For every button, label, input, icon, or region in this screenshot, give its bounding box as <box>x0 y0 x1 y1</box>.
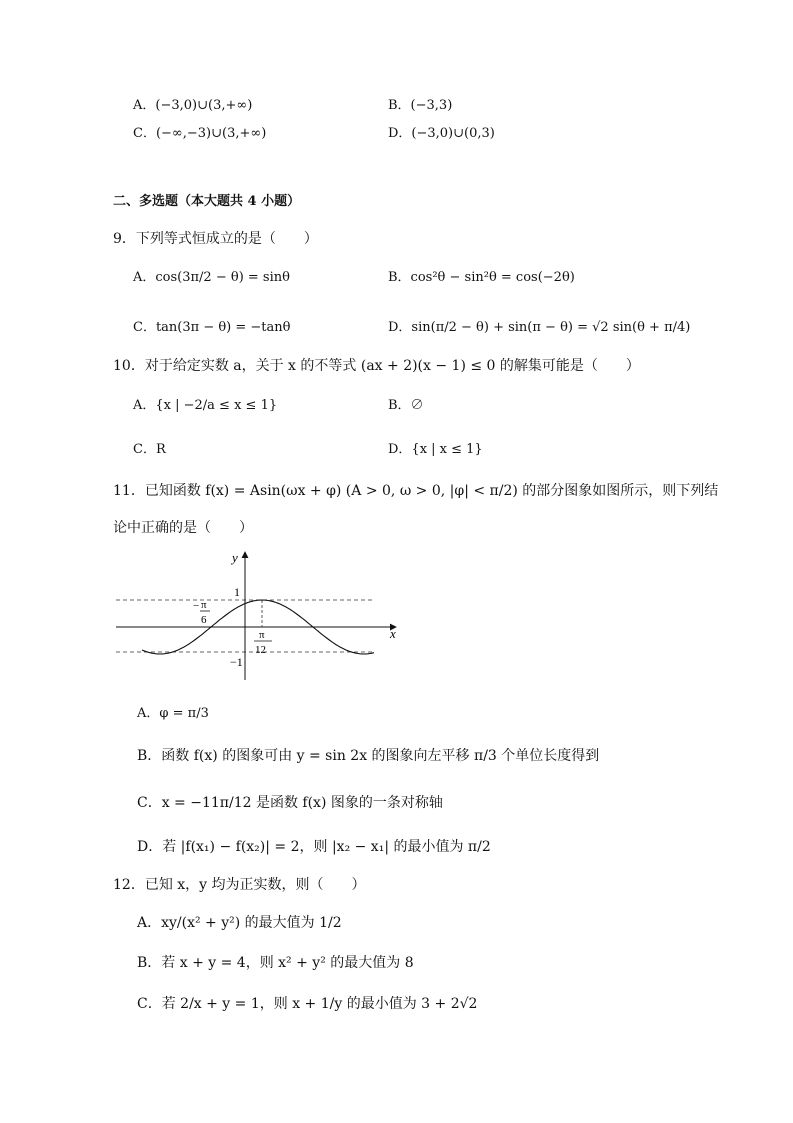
q11-stem-line1: 11．已知函数 f(x) = Asin(ωx + φ) (A > 0, ω > 0, |φ| < π/2) 的部分图象如图所示，则下列结 <box>113 483 719 499</box>
label-neg-pi-over-6 <box>193 599 210 626</box>
q9-option-c: C．tan(3π − θ) = −tanθ <box>133 320 291 335</box>
q11-function-graph <box>112 546 404 684</box>
q12-option-b: B．若 x + y = 4，则 x² + y² 的最大值为 8 <box>137 955 414 971</box>
q9-option-b: B．cos²θ − sin²θ = cos(−2θ) <box>388 270 575 285</box>
svg-text:π: π <box>259 629 265 641</box>
q10-option-c: C．R <box>133 442 166 457</box>
q8-option-a: A．(−3,0)∪(3,+∞) <box>133 98 253 113</box>
q10-option-b: B．∅ <box>388 398 424 413</box>
q11-option-c: C．x = −11π/12 是函数 f(x) 图象的一条对称轴 <box>137 795 443 811</box>
x-axis-label: x <box>390 626 396 641</box>
q10-option-d: D．{x | x ≤ 1} <box>388 442 483 457</box>
y-axis-label: y <box>232 550 238 565</box>
q12-stem: 12．已知 x，y 均为正实数，则（ ） <box>113 877 366 893</box>
q9-option-a: A．cos(3π/2 − θ) = sinθ <box>133 270 290 285</box>
q11-stem-line2: 论中正确的是（ ） <box>113 520 253 536</box>
q10-stem: 10．对于给定实数 a，关于 x 的不等式 (ax + 2)(x − 1) ≤ 0 的解集可能是（ ） <box>113 358 640 374</box>
q9-stem: 9．下列等式恒成立的是（ ） <box>113 231 318 247</box>
q9-option-d: D．sin(π/2 − θ) + sin(π − θ) = √2 sin(θ + π/4) <box>388 320 691 335</box>
q8-option-d: D．(−3,0)∪(0,3) <box>388 126 495 141</box>
q12-option-c: C．若 2/x + y = 1，则 x + 1/y 的最小值为 3 + 2√2 <box>137 996 478 1012</box>
q11-option-d: D．若 |f(x₁) − f(x₂)| = 2，则 |x₂ − x₁| 的最小值为 π/2 <box>137 839 491 855</box>
q8-option-b: B．(−3,3) <box>388 98 453 113</box>
svg-text:−: − <box>193 600 200 612</box>
svg-text:π: π <box>201 599 207 611</box>
svg-text:12: 12 <box>255 644 266 656</box>
q12-option-a: A．xy/(x² + y²) 的最大值为 1/2 <box>137 915 342 931</box>
q11-option-a: A．φ = π/3 <box>137 706 209 721</box>
label-neg-one: −1 <box>230 655 243 669</box>
svg-text:6: 6 <box>201 614 207 626</box>
q8-option-c: C．(−∞,−3)∪(3,+∞) <box>133 126 267 141</box>
label-one: 1 <box>234 585 240 599</box>
q11-option-b: B．函数 f(x) 的图象可由 y = sin 2x 的图象向左平移 π/3 个单位长度得到 <box>137 748 600 764</box>
label-pi-over-12 <box>254 629 272 656</box>
section-title: 二、多选题（本大题共 4 小题） <box>113 194 301 209</box>
q10-option-a: A．{x | −2/a ≤ x ≤ 1} <box>133 398 278 413</box>
